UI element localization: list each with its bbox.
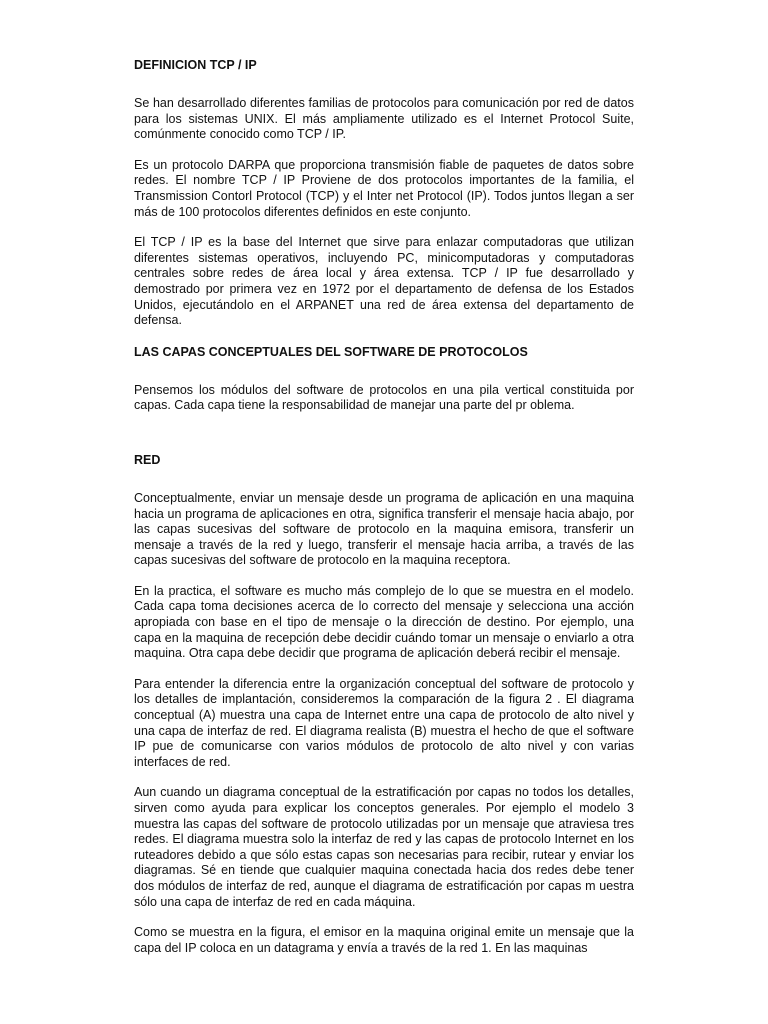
paragraph-definicion-1: Se han desarrollado diferentes familias de protocolos para comunicación por red de datos para los sistemas UNIX. El más ampliamente utilizado es el Internet Protocol Suite, comúnmente conocido como TCP / IP.	[134, 96, 634, 142]
paragraph-red-4: Aun cuando un diagrama conceptual de la estratificación por capas no todos los detalles, sirven como ayuda para explicar los conceptos generales. Por ejemplo el modelo 3 muestra las capas del software de protocolo utilizadas por un mensaje que atraviesa tres redes. El diagrama muestra solo la interfaz de red y las capas de protocolo Internet en los ruteadores debido a que sólo estas capas son necesarias para recibir, rutear y enviar los diagramas. Sé en tiende que cualquier maquina conectada hacia dos redes debe tener dos módulos de interfaz de red, aunque el diagrama de estratificación por capas m uestra sólo una capa de interfaz de red en cada máquina.	[134, 785, 634, 909]
paragraph-red-3: Para entender la diferencia entre la organización conceptual del software de protocolo y los detalles de implantación, consideremos la comparación de la figura 2 . El diagrama conceptual (A) muestra una capa de Internet entre una capa de protocolo de alto nivel y una capa de interfaz de red. El diagrama realista (B) muestra el hecho de que el software IP pue de comunicarse con varios módulos de protocolo de alto nivel y con varias interfaces de red.	[134, 676, 634, 769]
heading-definicion-tcp-ip: DEFINICION TCP / IP	[134, 58, 257, 72]
paragraph-red-2: En la practica, el software es mucho más complejo de lo que se muestra en el modelo. Cada capa toma decisiones acerca de lo correcto del mensaje y selecciona una acción apropiada con base en el tipo de mensaje o la dirección de destino. Por ejemplo, una capa en la maquina de recepción debe decidir cuándo tomar un mensaje o enviarlo a otra maquina. Otra capa debe decidir que programa de aplicación deberá recibir el mensaje.	[134, 583, 634, 661]
paragraph-definicion-3: El TCP / IP es la base del Internet que sirve para enlazar computadoras que utilizan diferentes sistemas operativos, incluyendo PC, minicomputadoras y computadoras centrales sobre redes de área local y área extensa. TCP / IP fue desarrollado y demostrado por primera vez en 1972 por el departamento de defensa de los Estados Unidos, ejecutándolo en el ARPANET una red de área extensa del departamento de defensa.	[134, 235, 634, 328]
paragraph-capas-1: Pensemos los módulos del software de protocolos en una pila vertical constituida por capas. Cada capa tiene la responsabilidad de manejar una parte del pr oblema.	[134, 382, 634, 413]
heading-capas-conceptuales: LAS CAPAS CONCEPTUALES DEL SOFTWARE DE PROTOCOLOS	[134, 344, 528, 359]
paragraph-red-1: Conceptualmente, enviar un mensaje desde un programa de aplicación en una maquina hacia un programa de aplicaciones en otra, significa transferir el mensaje hacia abajo, por las capas sucesivas del software de protocolo en la maquina emisora, transferir un mensaje a través de la red y luego, transferir el mensaje hacia arriba, a través de las capas sucesivas del software de protocolo en la maquina receptora.	[134, 490, 634, 568]
paragraph-red-5: Como se muestra en la figura, el emisor en la maquina original emite un mensaje que la capa del IP coloca en un datagrama y envía a través de la red 1. En las maquinas	[134, 925, 634, 955]
heading-red: RED	[134, 452, 161, 467]
paragraph-definicion-2: Es un protocolo DARPA que proporciona transmisión fiable de paquetes de datos sobre redes. El nombre TCP / IP Proviene de dos protocolos importantes de la familia, el Transmission Contorl Protocol (TCP) y el Inter net Protocol (IP). Todos juntos llegan a ser más de 100 protocolos diferentes definidos en este conjunto.	[134, 157, 634, 219]
